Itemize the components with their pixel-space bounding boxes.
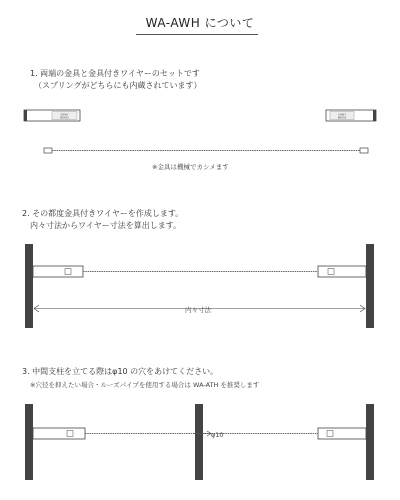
right-fitting: [326, 110, 376, 121]
svg-text:BRASS: BRASS: [60, 116, 69, 120]
step3-note: ※穴径を抑えたい場合・ルーズパイプを使用する場合は WA-ATH を推奨します: [30, 381, 260, 389]
hole-diameter-label: φ10: [211, 431, 224, 439]
inner-dimension-label: 内々寸法: [185, 306, 211, 314]
svg-text:SHINY: SHINY: [60, 113, 69, 117]
step3-heading: 3. 中間支柱を立てる際はφ10 の穴をあけてください。: [22, 367, 219, 376]
left-fitting: [24, 110, 80, 121]
step2-diagram: [25, 244, 374, 328]
step1-note: ※金具は機械でカシメます: [152, 163, 229, 171]
page-title: WA-AWH について: [145, 16, 255, 30]
step2-subheading: 内々寸法からワイヤー寸法を算出します。: [30, 221, 182, 230]
step1-subheading: （スプリングがどちらにも内蔵されています）: [34, 81, 202, 90]
svg-text:SHINY: SHINY: [338, 113, 346, 117]
wire-with-fittings: [44, 148, 368, 153]
step1-heading: 1. 両端の金具と金具付きワイヤーのセットです: [30, 69, 200, 78]
step3-diagram: [25, 404, 374, 480]
svg-text:BRASS: BRASS: [337, 116, 347, 120]
step2-heading: 2. その都度金具付きワイヤーを作成します。: [22, 209, 184, 218]
